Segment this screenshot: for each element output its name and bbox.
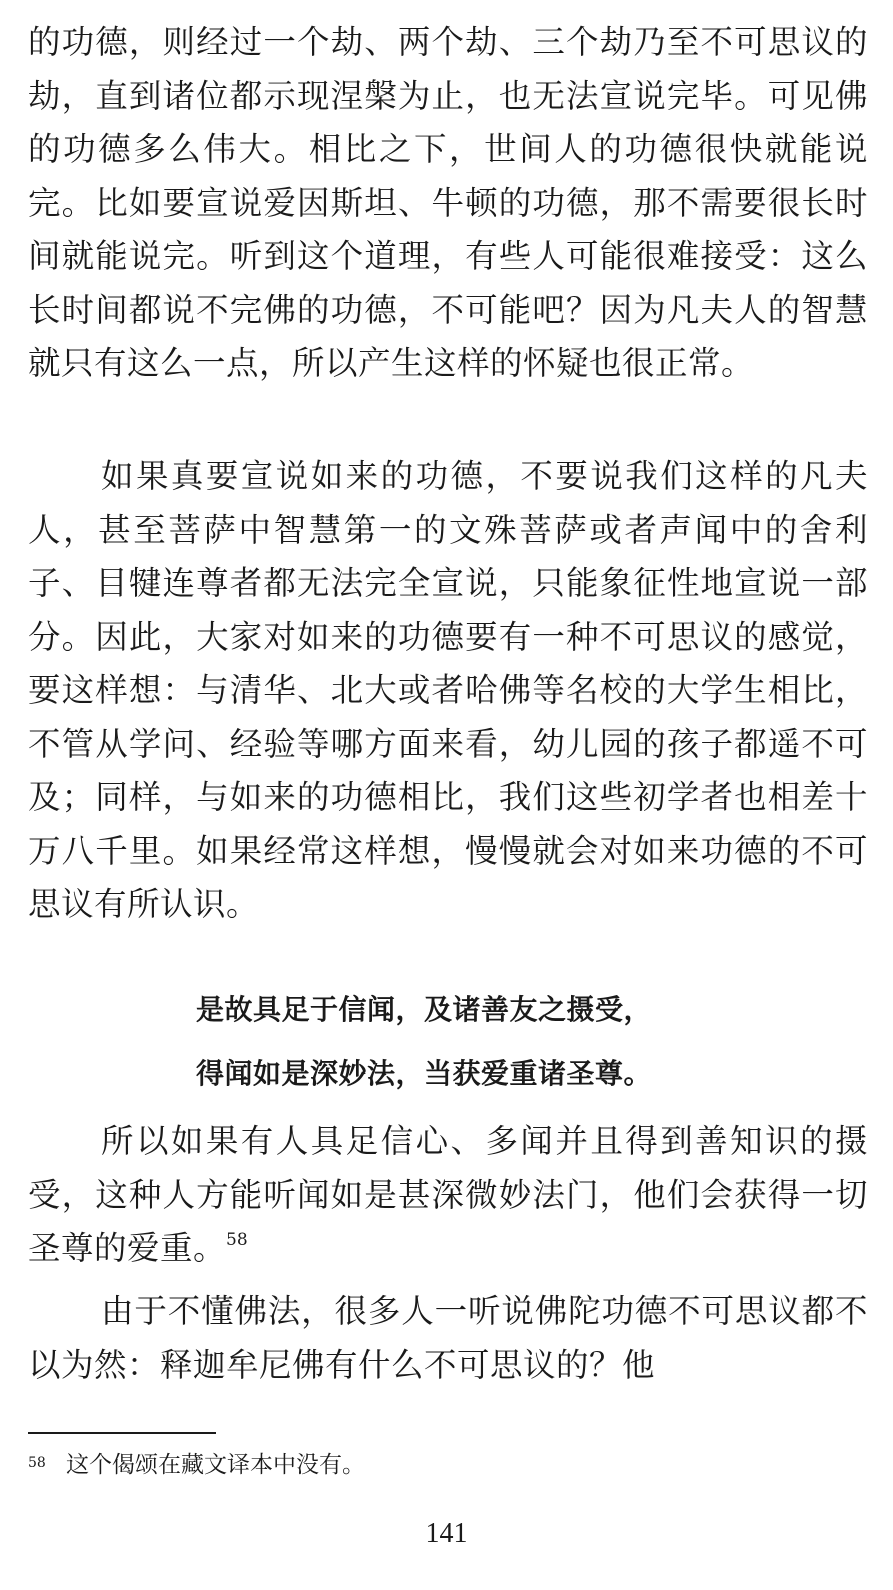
footnote (28, 1448, 365, 1482)
body-paragraph-2: 如果真要宣说如来的功德，不要说我们这样的凡夫人，甚至菩萨中智慧第一的文殊菩萨或者声闻中的舍利子、目犍连尊者都无法完全宣说，只能象征性地宣说一部分。因此，大家对如来的功德要有一种不可思议的感觉，要这样想：与清华、北大或者哈佛等名校的大学生相比，不管从学问、经验等哪方面来看，幼儿园的孩子都遥不可及；同样，与如来的功德相比，我们这些初学者也相差十万八千里。如果经常这样想，慢慢就会对如来功德的不可思议有所认识。 (28, 457, 868, 923)
footnote-reference[interactable]: 58 (226, 1230, 248, 1250)
body-paragraph-1: 的功德，则经过一个劫、两个劫、三个劫乃至不可思议的劫，直到诸位都示现涅槃为止，也无法宣说完毕。可见佛的功德多么伟大。相比之下，世间人的功德很快就能说完。比如要宣说爱因斯坦、牛顿的功德，那不需要很长时间就能说完。听到这个道理，有些人可能很难接受：这么长时间都说不完佛的功德，不可能吧？因为凡夫人的智慧就只有这么一点，所以产生这样的怀疑也很正常。 (28, 23, 868, 382)
footnote-number: 58 (28, 1455, 46, 1471)
verse-line-1: 是故具足于信闻，及诸善友之摄受， (196, 993, 653, 1026)
page-number: 141 (425, 1518, 468, 1549)
footnote-text: 这个偈颂在藏文译本中没有。 (66, 1452, 365, 1478)
body-paragraph-4: 由于不懂佛法，很多人一听说佛陀功德不可思议都不以为然：释迦牟尼佛有什么不可思议的？他 (28, 1292, 868, 1384)
verse-line-2: 得闻如是深妙法，当获爱重诸圣尊。 (196, 1057, 653, 1090)
footnote-divider (28, 1432, 216, 1434)
body-paragraph-3 (28, 1115, 868, 1276)
body-paragraph-3-text: 所以如果有人具足信心、多闻并且得到善知识的摄受，这种人方能听闻如是甚深微妙法门，他们会获得一切圣尊的爱重。 (28, 1122, 868, 1267)
